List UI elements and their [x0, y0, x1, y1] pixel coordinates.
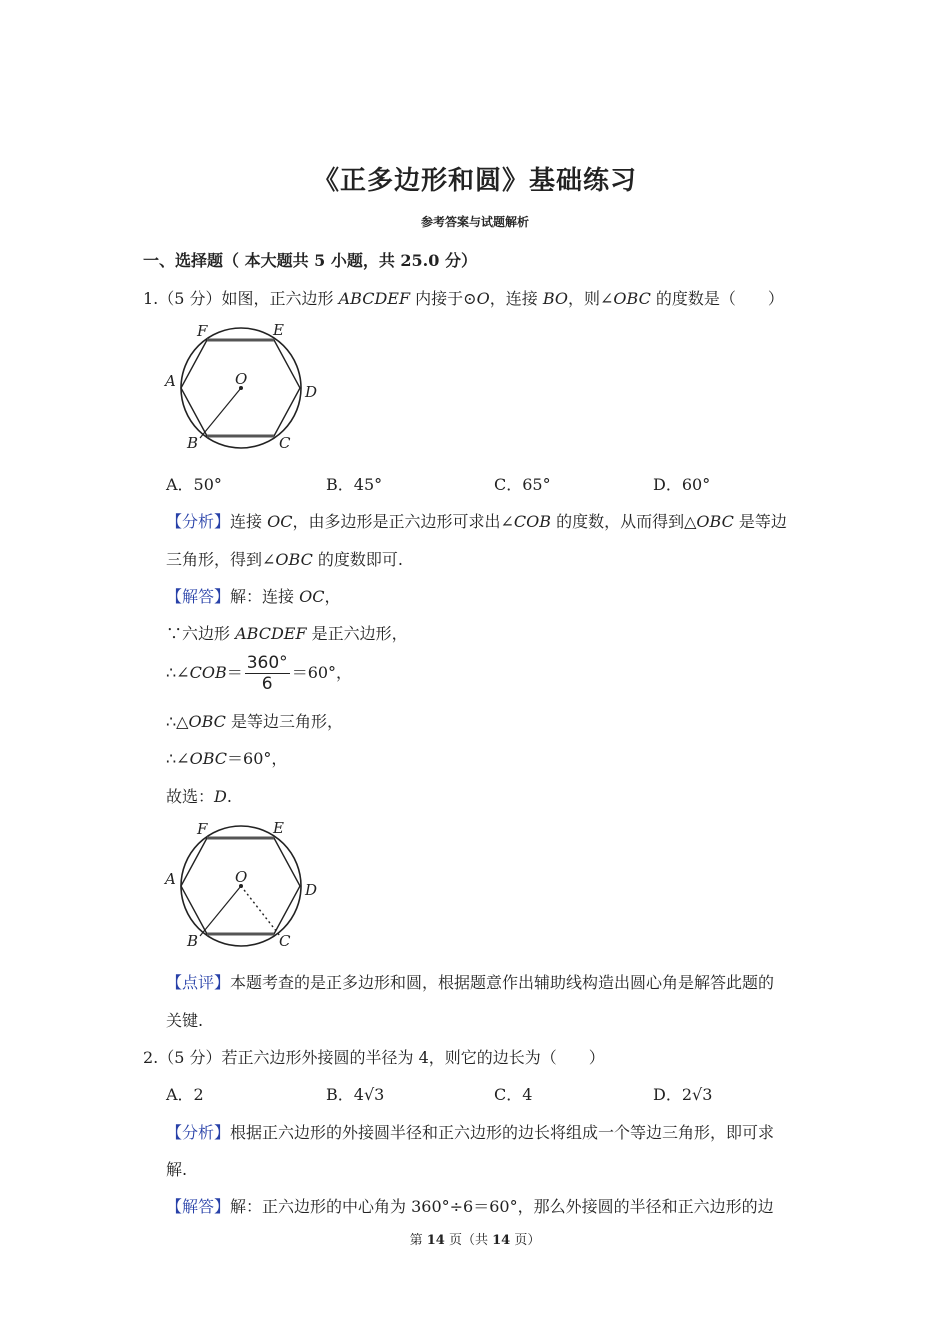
label-d: D [305, 383, 318, 401]
hexagon-figure-question [160, 318, 330, 458]
question-2-stem: 2.（5 分）若正六边形外接圆的半径为 4，则它的边长为（ ） [143, 1048, 605, 1067]
label-e: E [273, 819, 284, 837]
q1-option-c: C．65° [494, 475, 551, 494]
page-number: 14 [426, 1233, 445, 1248]
q2-option-b: B．4√3 [326, 1085, 385, 1104]
q1-option-d: D．60° [653, 475, 711, 494]
label-d: D [305, 881, 318, 899]
analysis-tag: 【分析】 [166, 1123, 231, 1142]
q1-analysis-line-2: 三角形，得到∠OBC 的度数即可. [166, 550, 404, 569]
q1-option-b: B．45° [326, 475, 383, 494]
q1-answer-line-6: 故选：D. [166, 787, 232, 806]
q2-answer-line-1: 【解答】解：正六边形的中心角为 360°÷6＝60°，那么外接圆的半径和正六边形的边 [166, 1197, 774, 1216]
label-f: F [197, 820, 208, 838]
label-b: B [187, 434, 199, 452]
document-subtitle: 参考答案与试题解析 [420, 215, 529, 229]
q2-option-c: C．4 [494, 1085, 533, 1104]
q1-answer-line-5: ∴∠OBC＝60°， [166, 749, 288, 768]
label-c: C [279, 932, 291, 950]
q1-answer-line-2: ∵六边形 ABCDEF 是正六边形， [166, 624, 408, 643]
q1-comment-line-2: 关键. [166, 1011, 204, 1030]
page-total: 14 [492, 1233, 511, 1248]
label-e: E [273, 321, 284, 339]
label-o: O [235, 868, 248, 886]
section-heading: 一、选择题（ 本大题共 5 小题，共 25.0 分） [143, 251, 477, 270]
fraction-denominator: 6 [261, 674, 273, 694]
fraction [245, 653, 290, 694]
comment-tag: 【点评】 [166, 973, 231, 992]
page-footer: 第 14 页（共 14 页） [409, 1233, 541, 1248]
q1-comment-line-1: 【点评】本题考查的是正多边形和圆，根据题意作出辅助线构造出圆心角是解答此题的 [166, 973, 775, 992]
label-b: B [187, 932, 199, 950]
q1-answer-line-1: 【解答】解：连接 OC， [166, 587, 341, 606]
q2-option-a: A．2 [166, 1085, 204, 1104]
label-c: C [279, 434, 291, 452]
segment-bo [200, 886, 241, 936]
q1-analysis-line-1: 【分析】连接 OC，由多边形是正六边形可求出∠COB 的度数，从而得到△OBC 是等边 [166, 512, 787, 531]
q1-option-a: A．50° [166, 475, 222, 494]
document-title: 《正多边形和圆》基础练习 [312, 166, 637, 196]
label-o: O [235, 370, 248, 388]
hexagon-figure-solution [160, 816, 330, 956]
fraction-numerator: 360° [246, 653, 288, 673]
q2-analysis-line-2: 解. [166, 1160, 188, 1179]
q1-answer-line-3: ∴∠COB＝ $\frac{360^\circ}{6}$ ＝60°， [166, 653, 353, 694]
answer-tag: 【解答】 [166, 1197, 231, 1216]
answer-tag: 【解答】 [166, 587, 231, 606]
analysis-tag: 【分析】 [166, 512, 231, 531]
label-a: A [165, 372, 176, 390]
q2-option-d: D．2√3 [653, 1085, 713, 1104]
q2-analysis-line-1: 【分析】根据正六边形的外接圆半径和正六边形的边长将组成一个等边三角形，即可求 [166, 1123, 775, 1142]
q1-answer-line-4: ∴△OBC 是等边三角形， [166, 712, 343, 731]
label-a: A [165, 870, 176, 888]
segment-bo [200, 388, 241, 438]
segment-oc-dotted [241, 886, 280, 936]
label-f: F [197, 322, 208, 340]
question-1-stem: 1.（5 分）如图，正六边形 ABCDEF 内接于⊙O，连接 BO，则∠OBC 的度数是（ ） [143, 289, 784, 308]
